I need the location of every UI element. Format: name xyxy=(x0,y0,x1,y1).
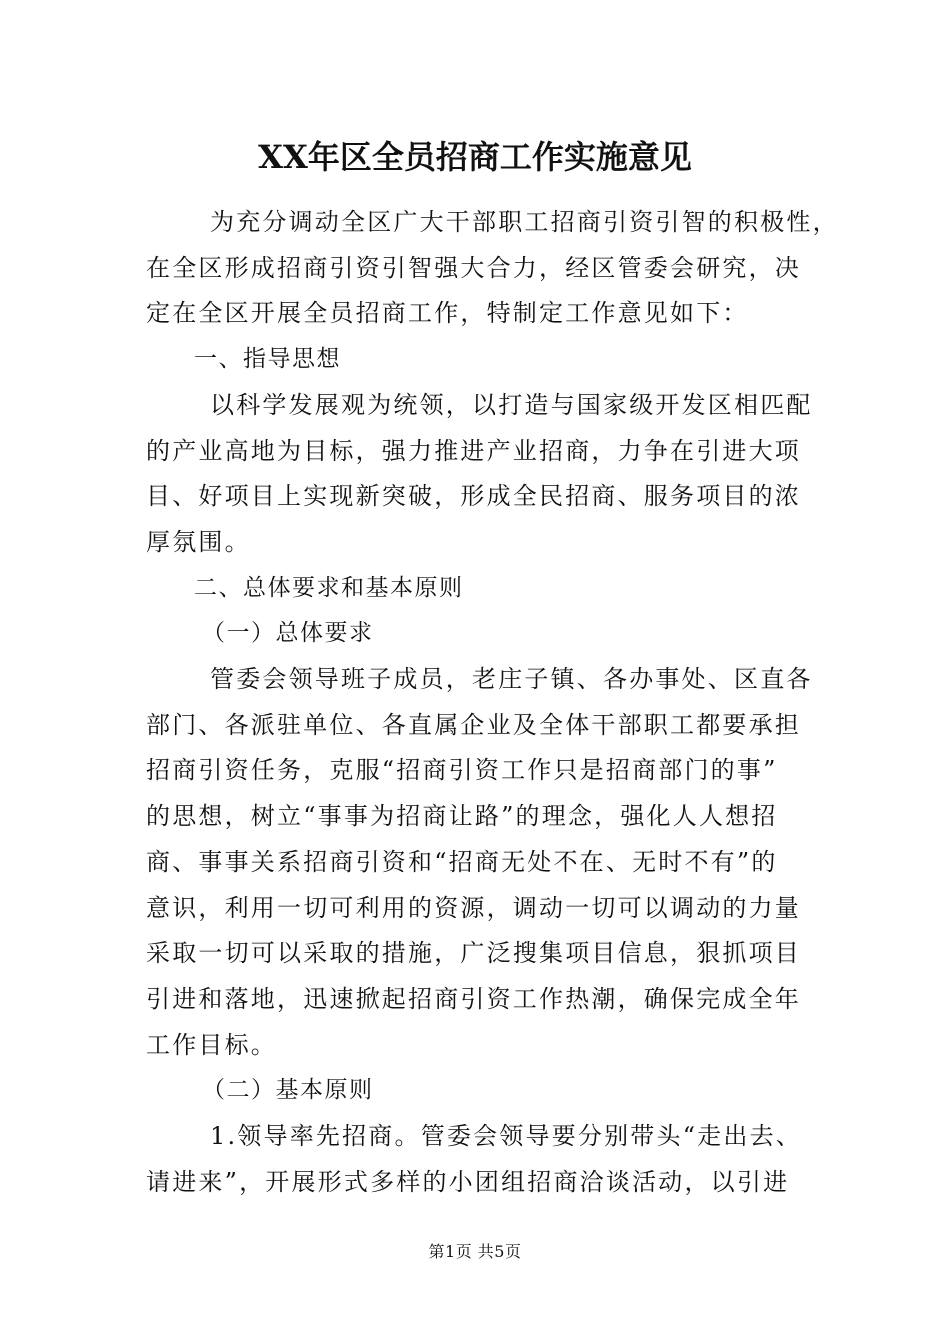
text-line: 商、事事关系招商引资和“招商无处不在、无时不有”的 xyxy=(146,847,778,876)
document-body xyxy=(146,200,839,1205)
text-line: 厚氛围。 xyxy=(146,527,251,556)
text-line: 为充分调动全区广大干部职工招商引资引智的积极性， xyxy=(210,208,839,236)
text-line: 以科学发展观为统领，以打造与国家级开发区相匹配 xyxy=(210,390,813,419)
text-line: 目、好项目上实现新突破，形成全民招商、服务项目的浓 xyxy=(146,482,801,511)
document-title: XX年区全员招商工作实施意见 xyxy=(258,138,692,176)
section-heading-requirements-principles: 二、总体要求和基本原则 xyxy=(194,574,464,601)
subsection-heading-basic-principles: （二）基本原则 xyxy=(202,1077,374,1104)
text-line: 采取一切可以采取的措施，广泛搜集项目信息，狠抓项目 xyxy=(146,939,801,968)
intro-paragraph xyxy=(146,200,839,337)
section-heading-guiding-ideology: 一、指导思想 xyxy=(194,346,341,373)
text-line: 的产业高地为目标，强力推进产业招商，力争在引进大项 xyxy=(146,436,801,465)
text-line: 引进和落地，迅速掀起招商引资工作热潮，确保完成全年 xyxy=(146,984,801,1013)
basic-principles-paragraph xyxy=(146,1114,816,1205)
text-line: 1.领导率先招商。管委会领导要分别带头“走出去、 xyxy=(210,1122,802,1151)
page-footer: 第1页 共5页 xyxy=(428,1242,522,1261)
text-line: 在全区形成招商引资引智强大合力，经区管委会研究，决 xyxy=(146,253,801,282)
overall-requirements-paragraph xyxy=(146,657,816,1068)
text-line: 请进来”，开展形式多样的小团组招商洽谈活动，以引进 xyxy=(146,1167,790,1196)
text-line: 部门、各派驻单位、各直属企业及全体干部职工都要承担 xyxy=(146,710,801,739)
text-line: 管委会领导班子成员，老庄子镇、各办事处、区直各 xyxy=(210,665,813,694)
guiding-ideology-paragraph xyxy=(146,383,816,566)
subsection-heading-overall-requirements: （一）总体要求 xyxy=(202,620,374,647)
text-line: 的思想，树立“事事为招商让路”的理念，强化人人想招 xyxy=(146,802,778,831)
text-line: 工作目标。 xyxy=(146,1030,277,1059)
text-line: 招商引资任务，克服“招商引资工作只是招商部门的事” xyxy=(146,756,778,785)
text-line: 意识，利用一切可利用的资源，调动一切可以调动的力量 xyxy=(146,893,801,922)
text-line: 定在全区开展全员招商工作，特制定工作意见如下： xyxy=(146,299,749,328)
